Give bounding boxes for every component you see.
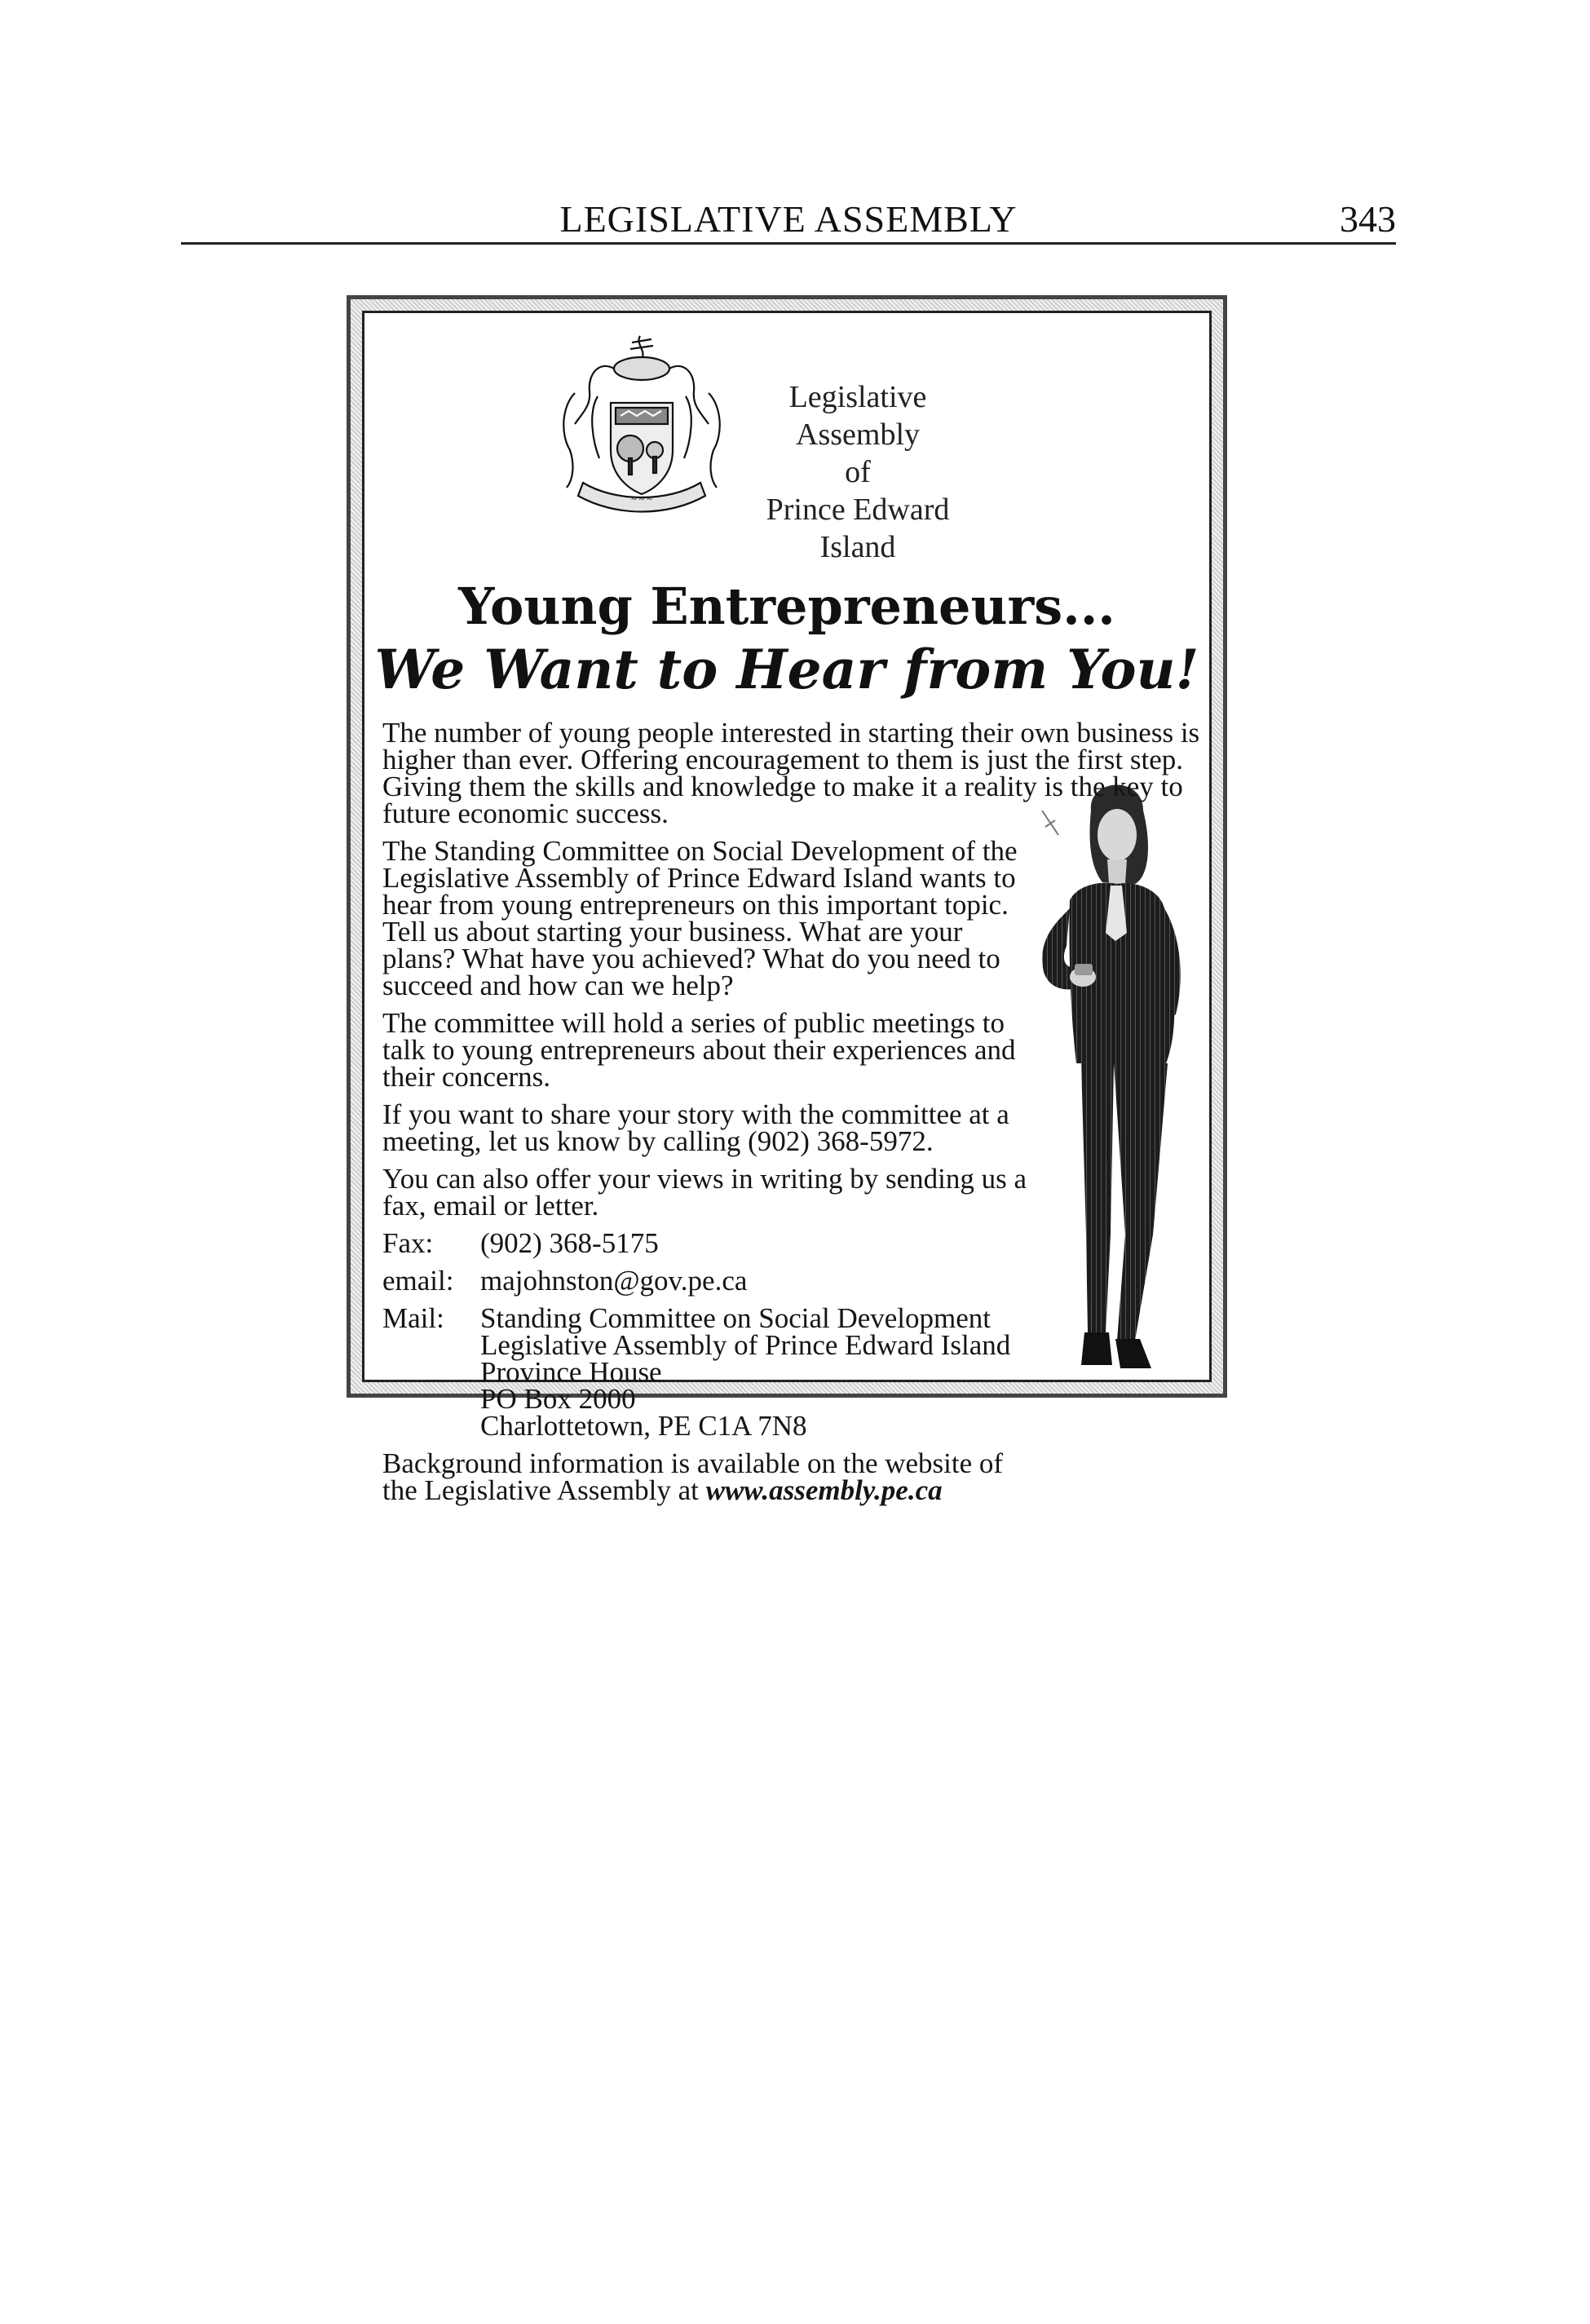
mail-line: Legislative Assembly of Prince Edward Island	[480, 1329, 1011, 1361]
subheadline: We Want to Hear from You!	[374, 638, 1199, 701]
header-rule	[181, 242, 1396, 245]
advertisement-content	[364, 313, 1209, 1506]
assembly-name-line1: Legislative Assembly	[788, 380, 927, 452]
svg-text:~ ~ ~: ~ ~ ~	[631, 493, 652, 505]
assembly-name	[740, 378, 976, 566]
body-text	[382, 719, 1206, 1514]
paragraph-background	[382, 1447, 1039, 1506]
advertisement-frame	[347, 295, 1227, 1506]
background-text: Background information is available on the website of the Legislative Assembly at	[382, 1447, 1004, 1506]
paragraph-phone: If you want to share your story with the committee at a meeting, let us know by calling (902) 368-5972.	[382, 1098, 1009, 1157]
email-label: email:	[382, 1265, 454, 1297]
mail-line: PO Box 2000	[480, 1383, 636, 1415]
fax-label: Fax:	[382, 1227, 434, 1259]
assembly-name-line2: of	[845, 455, 871, 489]
advertisement-panel	[362, 311, 1212, 1506]
paragraph-intro: The number of young people interested in starting their own business is higher than ever. Offering encouragement to them is just the first step. Giving them the skills and knowledge to make it a reality is the key to future economic success.	[382, 717, 1200, 829]
fax-number: (902) 368-5175	[480, 1227, 659, 1259]
mail-address	[480, 1302, 1011, 1442]
coat-of-arms-image	[550, 328, 743, 522]
paragraph-writing: You can also offer your views in writing by sending us a fax, email or letter.	[382, 1163, 1027, 1222]
fax-row	[382, 1227, 1039, 1259]
website-link[interactable]: www.assembly.pe.ca	[705, 1474, 943, 1506]
running-head	[181, 198, 1396, 241]
paragraph-committee: The Standing Committee on Social Development of the Legislative Assembly of Prince Edward Island wants to hear from young entrepreneurs on this important topic. Tell us about starting your business. What are your plans? What have you achieved? What do you need to succeed and how can we help?	[382, 835, 1018, 1001]
headline: Young Entrepreneurs...	[458, 577, 1115, 636]
assembly-name-line3: Prince Edward Island	[766, 493, 950, 564]
mail-label: Mail:	[382, 1302, 444, 1334]
mail-line: Standing Committee on Social Development	[480, 1302, 992, 1334]
email-address[interactable]: majohnston@gov.pe.ca	[480, 1265, 748, 1297]
mail-line: Charlottetown, PE C1A 7N8	[480, 1410, 807, 1442]
mail-row	[382, 1302, 1039, 1442]
running-title: LEGISLATIVE ASSEMBLY	[559, 198, 1018, 240]
paragraph-meetings: The committee will hold a series of public meetings to talk to young entrepreneurs about their experiences and their concerns.	[382, 1007, 1016, 1093]
page-number: 343	[1340, 198, 1396, 240]
email-row	[382, 1265, 1039, 1297]
mail-line: Province House	[480, 1356, 662, 1388]
